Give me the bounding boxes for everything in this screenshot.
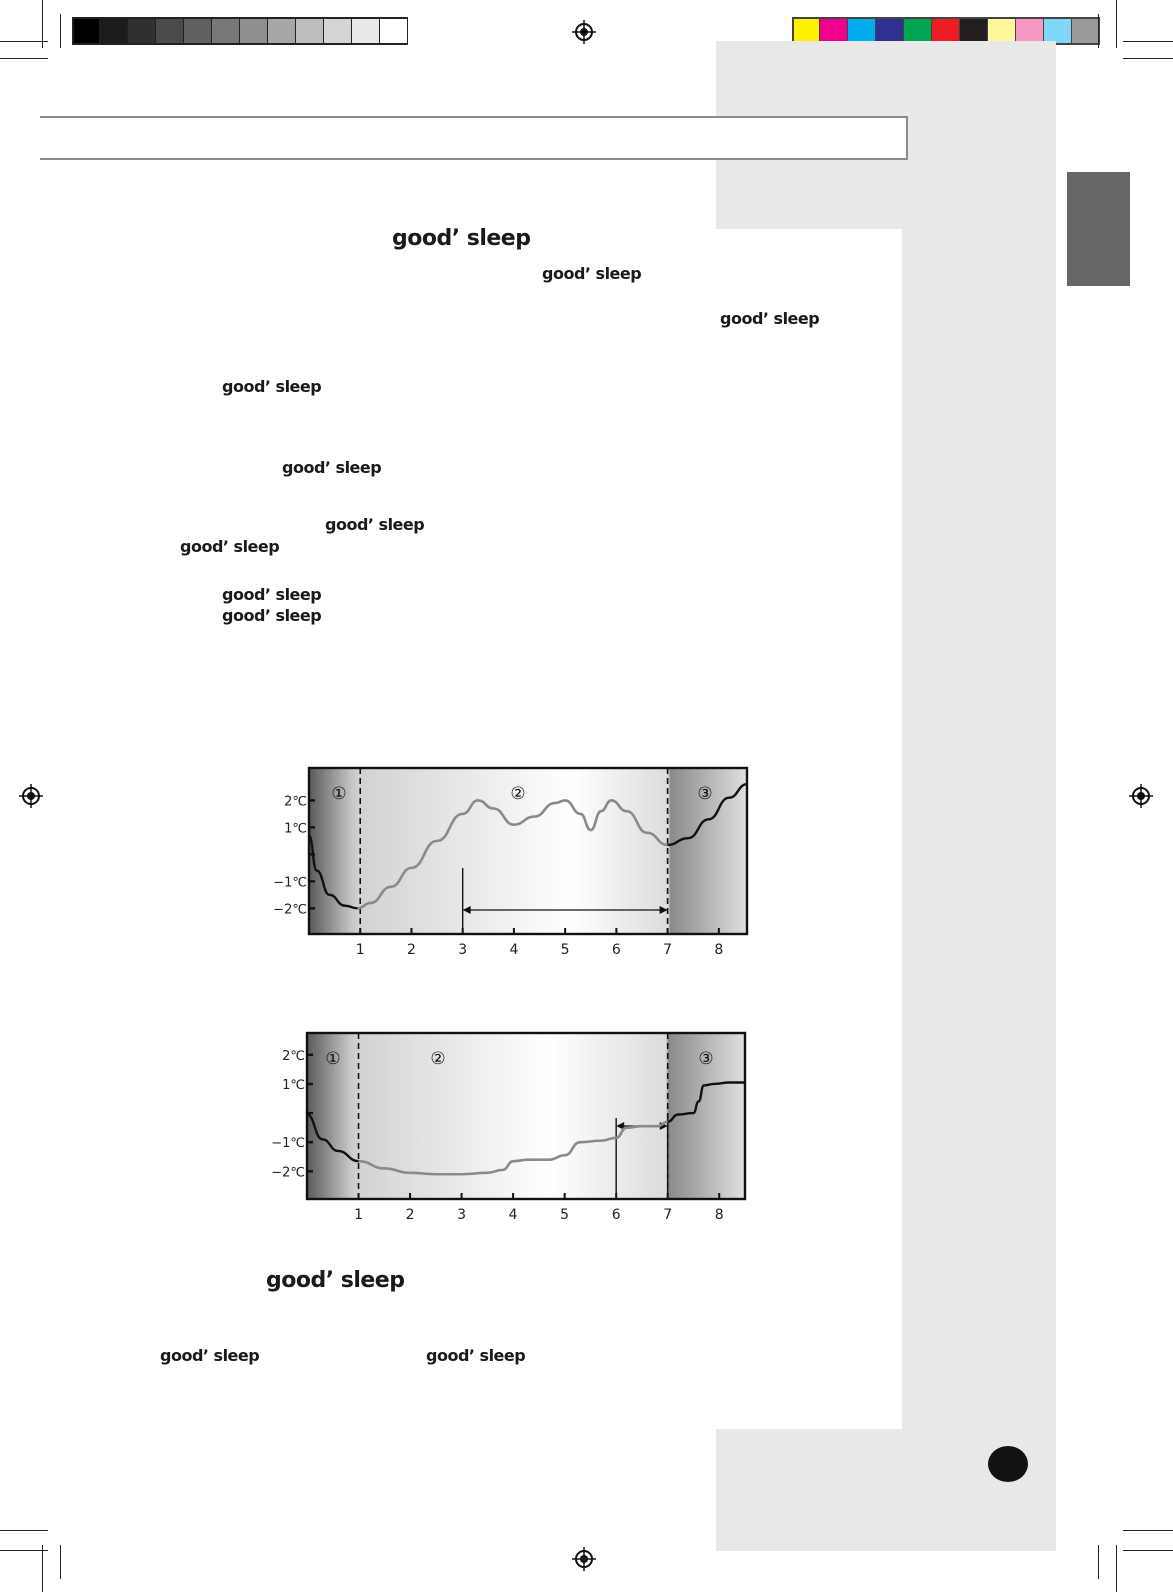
paragraph-text: good’ sleep	[222, 377, 322, 396]
calibration-swatch	[184, 17, 212, 45]
plot-area	[309, 768, 747, 934]
calibration-swatch	[1072, 17, 1100, 45]
crop-mark	[1098, 1545, 1099, 1579]
phase-label: ③	[697, 784, 713, 804]
x-tick-label: 6	[611, 1207, 621, 1223]
phase-label: ①	[325, 1049, 341, 1069]
registration-mark-icon	[19, 784, 43, 808]
x-tick-label: 5	[560, 1207, 570, 1223]
x-tick-label: 4	[508, 1207, 518, 1223]
paragraph-text: good’ sleep	[222, 606, 322, 625]
phase-label: ①	[331, 784, 347, 804]
paragraph-text: good’ sleep	[542, 264, 642, 283]
temperature-chart-heating	[255, 1025, 755, 1225]
calibration-swatch	[324, 17, 352, 45]
title-box	[40, 116, 908, 160]
crop-mark	[1123, 41, 1173, 42]
calibration-swatch	[240, 17, 268, 45]
x-tick-label: 1	[355, 942, 365, 958]
phase-label: ③	[698, 1049, 714, 1069]
page-number-dot	[988, 1446, 1028, 1482]
plot-area	[307, 1033, 745, 1199]
x-tick-label: 6	[611, 942, 621, 958]
paragraph-text: good’ sleep	[720, 309, 820, 328]
y-tick-label: −1℃	[273, 875, 307, 891]
x-tick-label: 7	[663, 942, 673, 958]
crop-mark	[1123, 1530, 1173, 1531]
x-tick-label: 3	[457, 1207, 467, 1223]
crop-mark	[1123, 1550, 1173, 1551]
x-tick-label: 2	[406, 942, 416, 958]
registration-mark-icon	[572, 1547, 596, 1571]
crop-mark	[1116, 0, 1117, 48]
registration-mark-icon	[572, 20, 596, 44]
crop-mark	[0, 1530, 48, 1531]
heading-bottom: good’ sleep	[266, 1268, 405, 1293]
x-tick-label: 2	[405, 1207, 415, 1223]
paragraph-text: good’ sleep	[282, 458, 382, 477]
y-tick-label: 2℃	[282, 1048, 305, 1064]
crop-mark	[42, 1545, 43, 1592]
phase-label: ②	[430, 1049, 446, 1069]
paragraph-text: good’ sleep	[325, 515, 425, 534]
crop-mark	[0, 58, 48, 59]
temperature-chart-cooling	[255, 760, 755, 960]
x-tick-label: 7	[663, 1207, 673, 1223]
calibration-swatch	[100, 17, 128, 45]
paragraph-text: good’ sleep	[180, 537, 280, 556]
paragraph-text: good’ sleep	[426, 1346, 526, 1365]
crop-mark	[0, 1550, 48, 1551]
paragraph-text: good’ sleep	[160, 1346, 260, 1365]
calibration-swatch	[72, 17, 100, 45]
x-tick-label: 1	[354, 1207, 363, 1223]
y-tick-label: −2℃	[273, 902, 307, 918]
y-tick-label: −1℃	[271, 1136, 305, 1152]
crop-mark	[1116, 1545, 1117, 1592]
y-tick-label: −2℃	[271, 1165, 305, 1181]
x-tick-label: 5	[560, 942, 570, 958]
phase-label: ②	[510, 784, 526, 804]
heading-top: good’ sleep	[392, 226, 531, 251]
x-tick-label: 3	[458, 942, 468, 958]
crop-mark	[1098, 14, 1099, 48]
chapter-tab	[1067, 172, 1130, 286]
x-tick-label: 8	[714, 1207, 724, 1223]
registration-mark-icon	[1129, 784, 1153, 808]
crop-mark	[1123, 58, 1173, 59]
crop-mark	[60, 14, 61, 48]
x-tick-label: 8	[714, 942, 724, 958]
crop-mark	[60, 1545, 61, 1579]
y-tick-label: 2℃	[284, 794, 307, 810]
calibration-swatch	[296, 17, 324, 45]
calibration-swatch	[128, 17, 156, 45]
calibration-swatch	[156, 17, 184, 45]
sidebar-panel	[902, 229, 1056, 1429]
paragraph-text: good’ sleep	[222, 585, 322, 604]
y-tick-label: 1℃	[284, 821, 307, 837]
calibration-swatch	[380, 17, 408, 45]
calibration-swatch	[352, 17, 380, 45]
y-tick-label: 1℃	[282, 1077, 305, 1093]
crop-mark	[0, 41, 48, 42]
x-tick-label: 4	[509, 942, 519, 958]
calibration-swatch	[268, 17, 296, 45]
calibration-swatch	[212, 17, 240, 45]
